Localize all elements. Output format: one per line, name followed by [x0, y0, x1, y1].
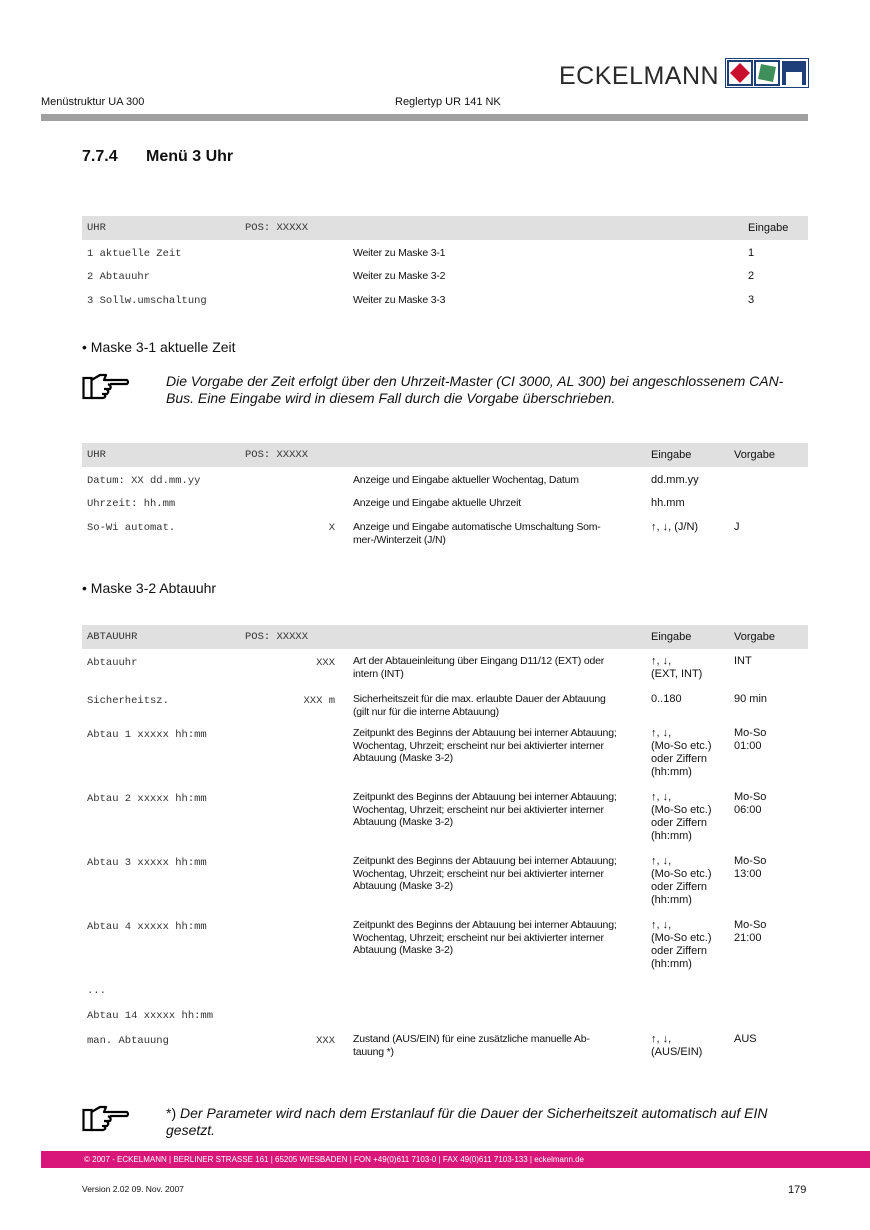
- parameter-value: [245, 1002, 341, 1027]
- header-cell: UHR: [82, 216, 245, 240]
- footer-address: © 2007 - ECKELMANN | BERLINER STRASSE 161 | 65205 WIESBADEN | FON +49(0)611 7103-0 | FAX 49(0)611 7103-133 | eckelmann.de: [84, 1155, 585, 1164]
- header-cell: [341, 625, 651, 649]
- section-title: [82, 148, 233, 166]
- bullet-icon: •: [82, 580, 87, 596]
- parameter[interactable]: Sicherheitsz.: [87, 695, 169, 707]
- menu-item[interactable]: 2 Abtauuhr: [87, 271, 151, 283]
- input-value: ↑, ↓, (Mo-So etc.) oder Ziffern (hh:mm): [651, 727, 712, 778]
- parameter[interactable]: ...: [87, 985, 106, 997]
- description: Anzeige und Eingabe aktuelle Uhrzeit: [353, 497, 521, 509]
- menu-item[interactable]: 1 aktuelle Zeit: [87, 248, 182, 260]
- parameter[interactable]: Abtau 14 xxxxx hh:mm: [87, 1010, 214, 1022]
- input-value: dd.mm.yy: [651, 474, 699, 486]
- default-value: Mo-So 01:00: [734, 727, 767, 752]
- table-row: [82, 516, 808, 550]
- clock-table: [82, 443, 808, 550]
- header-cell: POS: XXXXX: [245, 216, 341, 240]
- table-row: [82, 721, 808, 785]
- header-cell: POS: XXXXX: [245, 625, 341, 649]
- input-value: hh.mm: [651, 497, 685, 509]
- table-row: [82, 913, 808, 977]
- description: Anzeige und Eingabe aktueller Wochentag, Datum: [353, 474, 579, 486]
- defrost-table-body: [82, 649, 808, 1067]
- header-left: Menüstruktur UA 300: [41, 96, 145, 108]
- parameter[interactable]: man. Abtauung: [87, 1035, 169, 1047]
- input-value: [651, 977, 734, 1002]
- table-row: [82, 290, 808, 315]
- description: Zustand (AUS/EIN) für eine zusätzliche manuelle Ab- tauung *): [353, 1033, 590, 1058]
- parameter-value: [245, 785, 341, 849]
- description: Zeitpunkt des Beginns der Abtauung bei interner Abtauung; Wochentag, Uhrzeit; erscheint nur bei aktivierter interner Abtauung (Maske 3-2): [353, 727, 617, 764]
- default-value: [734, 467, 808, 492]
- table-row: [82, 265, 808, 290]
- pointing-hand-icon: [82, 372, 130, 402]
- header-divider: [41, 114, 808, 121]
- bullet-maske-3-1: [82, 339, 236, 355]
- brand-name: ECKELMANN: [559, 62, 720, 90]
- table-row: [82, 240, 808, 265]
- header-cell: Vorgabe: [734, 443, 808, 467]
- description: Anzeige und Eingabe automatische Umschaltung Som- mer-/Winterzeit (J/N): [353, 521, 601, 546]
- default-value: INT: [734, 655, 752, 667]
- input-value: ↑, ↓, (AUS/EIN): [651, 1033, 703, 1058]
- description: Zeitpunkt des Beginns der Abtauung bei interner Abtauung; Wochentag, Uhrzeit; erscheint nur bei aktivierter interner Abtauung (Maske 3-2): [353, 855, 617, 892]
- default-value: [734, 1002, 808, 1027]
- header-cell: [341, 443, 651, 467]
- input-value: 2: [748, 270, 755, 282]
- menu-table: [82, 216, 808, 315]
- description: [341, 1002, 651, 1027]
- bullet-maske-3-2: [82, 580, 216, 596]
- parameter-value: [245, 721, 341, 785]
- description: Zeitpunkt des Beginns der Abtauung bei interner Abtauung; Wochentag, Uhrzeit; erscheint nur bei aktivierter interner Abtauung (Maske 3-2): [353, 919, 617, 956]
- version-info: Version 2.02 09. Nov. 2007: [82, 1184, 184, 1194]
- parameter-value: [245, 977, 341, 1002]
- eckelmann-logo-icon: [725, 58, 809, 88]
- footnote-text: [166, 1105, 806, 1139]
- parameter-value: [245, 492, 341, 516]
- table-row: [82, 977, 808, 1002]
- table-header-row: [82, 443, 808, 467]
- table-row: [82, 1002, 808, 1027]
- input-value: ↑, ↓, (Mo-So etc.) oder Ziffern (hh:mm): [651, 791, 712, 842]
- footnote-body: Der Parameter wird nach dem Erstanlauf für die Dauer der Sicherheitszeit automatisch auf EIN gesetzt.: [166, 1105, 768, 1138]
- default-value: Mo-So 13:00: [734, 855, 767, 880]
- default-value: 90 min: [734, 693, 768, 705]
- table-row: [82, 649, 808, 687]
- default-value: Mo-So 21:00: [734, 919, 767, 944]
- parameter[interactable]: Abtau 4 xxxxx hh:mm: [87, 921, 207, 933]
- header-cell: Eingabe: [651, 625, 734, 649]
- header-cell: POS: XXXXX: [245, 443, 341, 467]
- input-value: 0..180: [651, 693, 682, 705]
- header-middle: Reglertyp UR 141 NK: [395, 96, 501, 108]
- header-cell: Eingabe: [651, 443, 734, 467]
- table-row: [82, 785, 808, 849]
- description: Zeitpunkt des Beginns der Abtauung bei interner Abtauung; Wochentag, Uhrzeit; erscheint nur bei aktivierter interner Abtauung (Maske 3-2): [353, 791, 617, 828]
- bullet-text: Maske 3-1 aktuelle Zeit: [90, 339, 236, 355]
- table-row: [82, 849, 808, 913]
- parameter-value: [245, 849, 341, 913]
- description: [341, 977, 651, 1002]
- bullet-icon: •: [82, 339, 87, 355]
- header-cell: Vorgabe: [734, 625, 808, 649]
- description: Weiter zu Maske 3-3: [353, 294, 446, 306]
- description: Art der Abtaueinleitung über Eingang D11/12 (EXT) oder intern (INT): [353, 655, 605, 680]
- input-value: ↑, ↓, (Mo-So etc.) oder Ziffern (hh:mm): [651, 855, 712, 906]
- description: Sicherheitszeit für die max. erlaubte Dauer der Abtauung (gilt nur für die interne Abtauung): [353, 693, 606, 718]
- pointing-hand-icon: [82, 1104, 130, 1134]
- parameter[interactable]: Abtau 2 xxxxx hh:mm: [87, 793, 207, 805]
- parameter-value: X: [328, 522, 335, 534]
- input-value: ↑, ↓, (EXT, INT): [651, 655, 703, 680]
- parameter-value: XXX: [316, 1035, 335, 1047]
- parameter-value: [245, 467, 341, 492]
- header-cell: Eingabe: [739, 216, 808, 240]
- default-value: J: [734, 521, 740, 533]
- parameter[interactable]: Abtau 3 xxxxx hh:mm: [87, 857, 207, 869]
- parameter[interactable]: Abtau 1 xxxxx hh:mm: [87, 729, 207, 741]
- parameter-value: XXX m: [303, 695, 335, 707]
- footnote-marker: *): [166, 1105, 177, 1121]
- description: Weiter zu Maske 3-2: [353, 270, 446, 282]
- parameter[interactable]: Abtauuhr: [87, 657, 138, 669]
- bullet-text: Maske 3-2 Abtauuhr: [90, 580, 217, 596]
- default-value: AUS: [734, 1033, 757, 1045]
- section-number: 7.7.4: [82, 148, 118, 165]
- header-cell: ABTAUUHR: [82, 625, 245, 649]
- menu-item[interactable]: 3 Sollw.umschaltung: [87, 295, 207, 307]
- table-header-row: [82, 625, 808, 649]
- description: Weiter zu Maske 3-1: [353, 247, 446, 259]
- table-header-row: [82, 216, 808, 240]
- parameter[interactable]: Uhrzeit: hh.mm: [87, 498, 176, 510]
- parameter-value: [245, 913, 341, 977]
- section-heading: Menü 3 Uhr: [146, 148, 234, 165]
- input-value: ↑, ↓, (Mo-So etc.) oder Ziffern (hh:mm): [651, 919, 712, 970]
- table-row: [82, 1027, 808, 1067]
- default-value: [734, 977, 808, 1002]
- input-value: ↑, ↓, (J/N): [651, 521, 699, 533]
- page-number: 179: [788, 1184, 807, 1196]
- default-value: [734, 492, 808, 516]
- header-cell: [341, 216, 739, 240]
- input-value: 1: [748, 247, 755, 259]
- parameter[interactable]: Datum: XX dd.mm.yy: [87, 475, 201, 487]
- table-row: [82, 492, 808, 516]
- note-text: Die Vorgabe der Zeit erfolgt über den Uhrzeit-Master (CI 3000, AL 300) bei angeschlossenem CAN-Bus. Eine Eingabe wird in diesem Fall durch die Vorgabe überschrieben.: [166, 373, 784, 406]
- input-value: [651, 1002, 734, 1027]
- default-value: Mo-So 06:00: [734, 791, 767, 816]
- table-row: [82, 687, 808, 721]
- input-value: 3: [748, 294, 755, 306]
- defrost-table: [82, 625, 808, 649]
- table-row: [82, 467, 808, 492]
- parameter[interactable]: So-Wi automat.: [87, 522, 176, 534]
- parameter-value: XXX: [316, 657, 335, 669]
- header-cell: UHR: [82, 443, 245, 467]
